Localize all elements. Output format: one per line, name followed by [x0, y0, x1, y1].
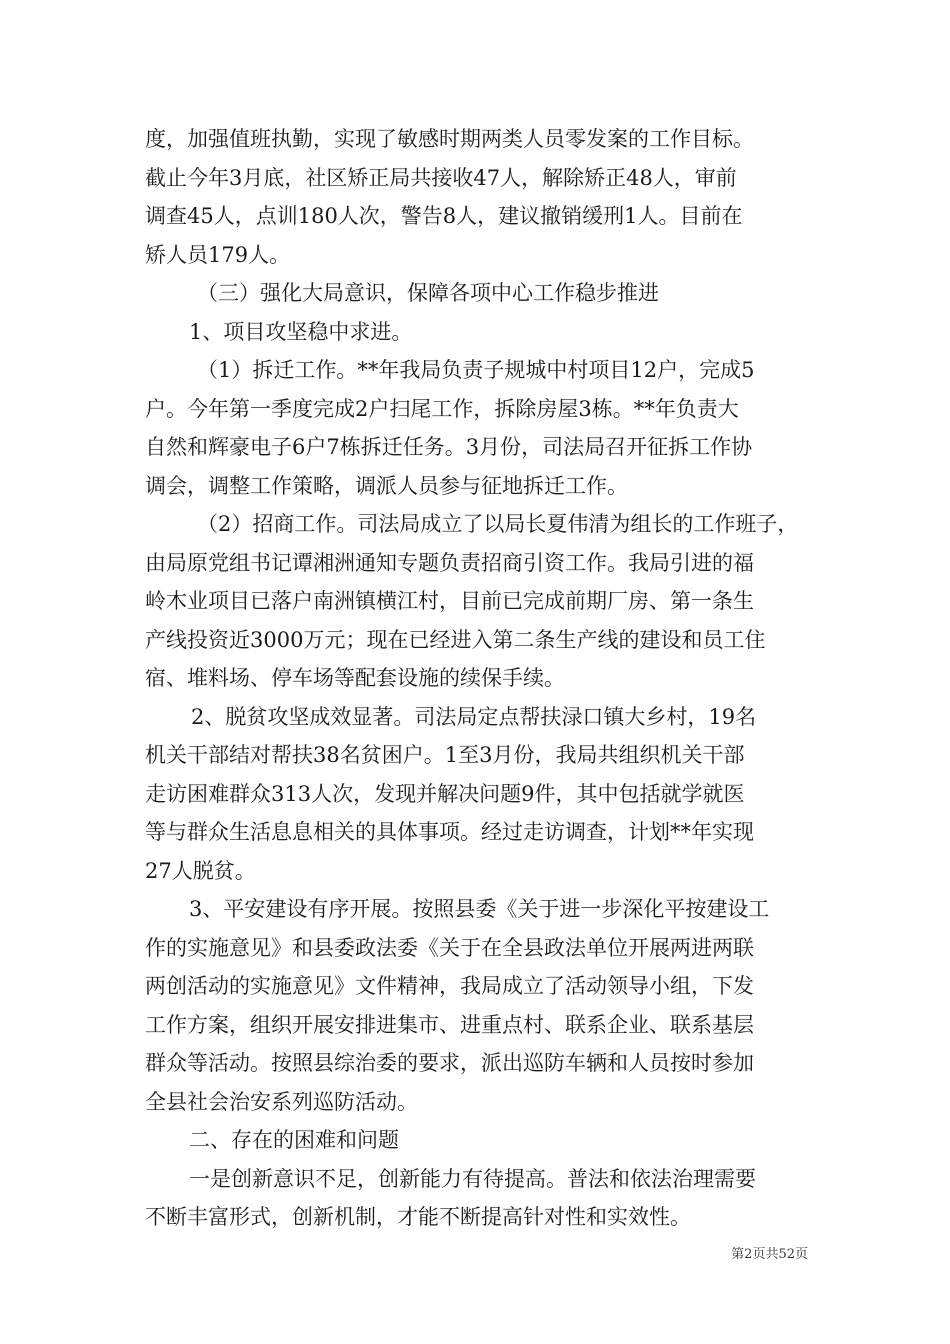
- text-line: 工作方案，组织开展安排进集市、进重点村、联系企业、联系基层: [145, 1012, 754, 1037]
- text-line: 度，加强值班执勤，实现了敏感时期两类人员零发案的工作目标。: [145, 127, 754, 151]
- document-body: [145, 120, 810, 1237]
- text-line: 产线投资近3000万元；现在已经进入第二条生产线的建设和员工住: [145, 627, 766, 652]
- text-line: 户。今年第一季度完成2户扫尾工作，拆除房屋3栋。**年负责大: [145, 396, 739, 421]
- text-line: 作的实施意见》和县委政法委《关于在全县政法单位开展两进两联: [145, 935, 754, 960]
- text-line: 2、脱贫攻坚成效显著。司法局定点帮扶渌口镇大乡村，19名: [191, 704, 757, 729]
- text-line: 机关干部结对帮扶38名贫困户。1至3月份，我局共组织机关干部: [145, 743, 745, 767]
- text-line: （三）强化大局意识，保障各项中心工作稳步推进: [197, 281, 659, 305]
- text-line: 3、平安建设有序开展。按照县委《关于进一步深化平按建设工: [189, 897, 770, 921]
- text-line: 等与群众生活息息相关的具体事项。经过走访调查，计划**年实现: [145, 820, 754, 844]
- text-line: 岭木业项目已落户南洲镇横江村，目前已完成前期厂房、第一条生: [145, 589, 754, 613]
- text-line: 1、项目攻坚稳中求进。: [189, 319, 413, 344]
- text-line: 宿、堆料场、停车场等配套设施的续保手续。: [145, 666, 565, 690]
- text-line: 由局原党组书记谭湘洲通知专题负责招商引资工作。我局引进的福: [145, 550, 754, 575]
- text-line: 全县社会治安系列巡防活动。: [145, 1089, 418, 1114]
- text-line: 调查45人，点训180人次，警告8人，建议撤销缓刑1人。目前在: [145, 204, 743, 228]
- text-line: 27人脱贫。: [145, 858, 256, 883]
- text-line: 不断丰富形式，创新机制，才能不断提高针对性和实效性。: [145, 1205, 691, 1229]
- text-line: 截止今年3月底，社区矫正局共接收47人，解除矫正48人，审前: [145, 165, 737, 190]
- text-line: 二、存在的困难和问题: [189, 1128, 399, 1152]
- text-line: 矫人员179人。: [145, 242, 291, 267]
- text-line: 调会，调整工作策略，调派人员参与征地拆迁工作。: [145, 473, 628, 498]
- text-line: 自然和辉豪电子6户7栋拆迁任务。3月份，司法局召开征拆工作协: [145, 435, 753, 459]
- text-line: 两创活动的实施意见》文件精神，我局成立了活动领导小组，下发: [145, 974, 754, 998]
- page-number-footer: 第2页共52页: [731, 1247, 808, 1262]
- text-line: 一是创新意识不足，创新能力有待提高。普法和依法治理需要: [189, 1166, 756, 1191]
- text-line: 群众等活动。按照县综治委的要求，派出巡防车辆和人员按时参加: [145, 1051, 754, 1075]
- text-line: 走访困难群众313人次，发现并解决问题9件，其中包括就学就医: [145, 781, 745, 806]
- text-line: （1）拆迁工作。**年我局负责子规城中村项目12户，完成5: [197, 358, 755, 382]
- text-line: （2）招商工作。司法局成立了以局长夏伟清为组长的工作班子，: [197, 512, 799, 536]
